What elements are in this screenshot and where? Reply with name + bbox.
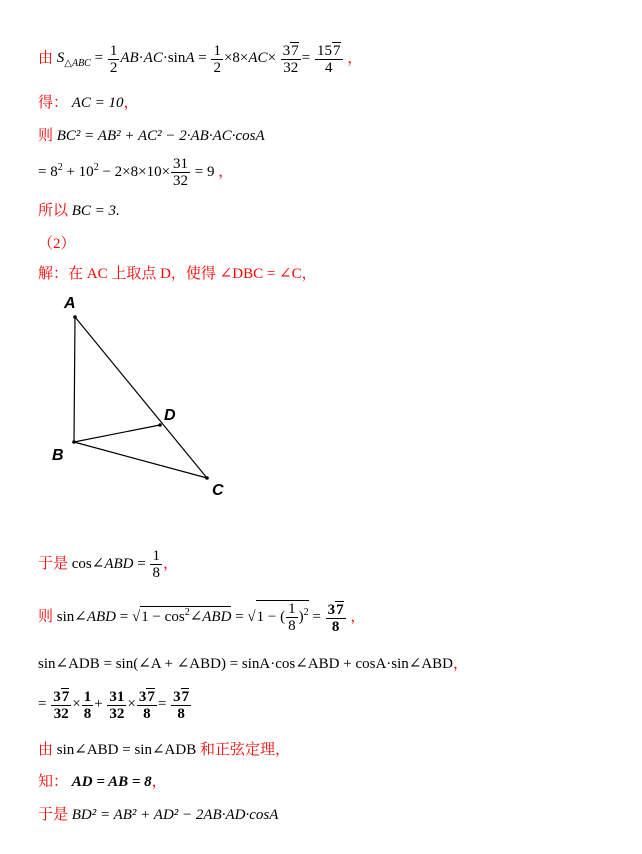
point-d [158,423,162,427]
text-prefix: 由 [38,742,54,758]
point-b [72,440,76,444]
text-end: ， [123,95,139,111]
edge-bc [74,442,207,478]
math-cos-abd: cos∠ABD = $\frac{1}{8}$ [71,548,160,581]
text-end: ， [350,608,366,625]
point-c [205,476,209,480]
line-sin-adb-calc [38,688,192,722]
label-a: A [64,295,76,312]
math-sin-equal: sin∠ABD = sin∠ADB [56,742,197,758]
line-bc-result [38,199,120,220]
point-a [73,315,77,319]
text-prefix: 则 [38,608,54,625]
text-prefix: 于是 [38,807,69,823]
line-cos-abd [38,548,178,581]
line-cosine-law [38,124,265,145]
triangle-figure [40,290,240,500]
edge-bd [74,425,160,442]
text-prefix: 于是 [38,555,69,572]
text-prefix: 得： [38,95,69,111]
line-sin-abd [38,600,365,635]
text-end: ， [218,163,234,180]
edge-ab [74,317,75,442]
line-bc-calc [38,156,233,189]
math-cosine-law: BC² = AB² + AC² − 2·AB·AC·cosA [56,128,265,144]
line-bd [38,803,278,824]
line-sine-law [38,738,290,759]
part2-label: （2） [38,236,76,252]
math-ac: AC = 10 [71,95,124,111]
edge-ac [75,317,207,478]
text-end: ， [453,656,469,672]
label-d: D [164,407,176,424]
math-bd: BD² = AB² + AD² − 2AB·AD·cosA [71,807,279,823]
math-area: $S_{\triangle ABC}$ = $\frac{1}{2}$ AB·AC·sinA = $\frac{1}{2}$ ×8×AC× $\frac{37}{32}$ = $\frac{157}{4}$ [56,42,341,76]
line-area-formula [38,42,362,76]
math-bc-result: BC = 3. [71,203,120,219]
math-ad-ab: AD = AB = 8 [71,774,152,790]
line-ac [38,91,139,112]
label-b: B [52,447,64,464]
text-end: ， [151,774,167,790]
text-end: ， [162,555,178,572]
text-prefix: 知： [38,774,69,790]
math-sin-adb: sin∠ADB = sin(∠A + ∠ABD) = sinA·cos∠ABD + cosA·sin∠ABD [38,656,454,672]
math-bc-calc: = $8^2 + 10^2 - 2\times 8\times 10\times$ $\frac{31}{32}$ = 9 [38,156,219,189]
math-sin-abd: sin∠ABD = $√1 - \cos^2\angle ABD = √1$ − ( $\frac{1}{8}$ )$^2$ = $\frac{37}{8}$ [56,601,344,635]
line-sin-adb [38,652,468,673]
text-prefix: 则 [38,128,54,144]
math-sin-adb-calc: = $\frac{37}{32}$ × $\frac{1}{8}$ + $\frac{31}{32}$ × $\frac{37}{8}$ = $\frac{37}{8}$ [38,688,190,722]
text-prefix: 由 [38,50,54,67]
text-end: ， [347,50,363,67]
text-prefix: 所以 [38,203,69,219]
line-ad-ab [38,770,167,791]
line-solution-intro: 解：在 AC 上取点 D，使得 ∠DBC = ∠C， [38,266,317,282]
text-suffix: 和正弦定理， [199,742,290,758]
label-c: C [212,482,224,499]
